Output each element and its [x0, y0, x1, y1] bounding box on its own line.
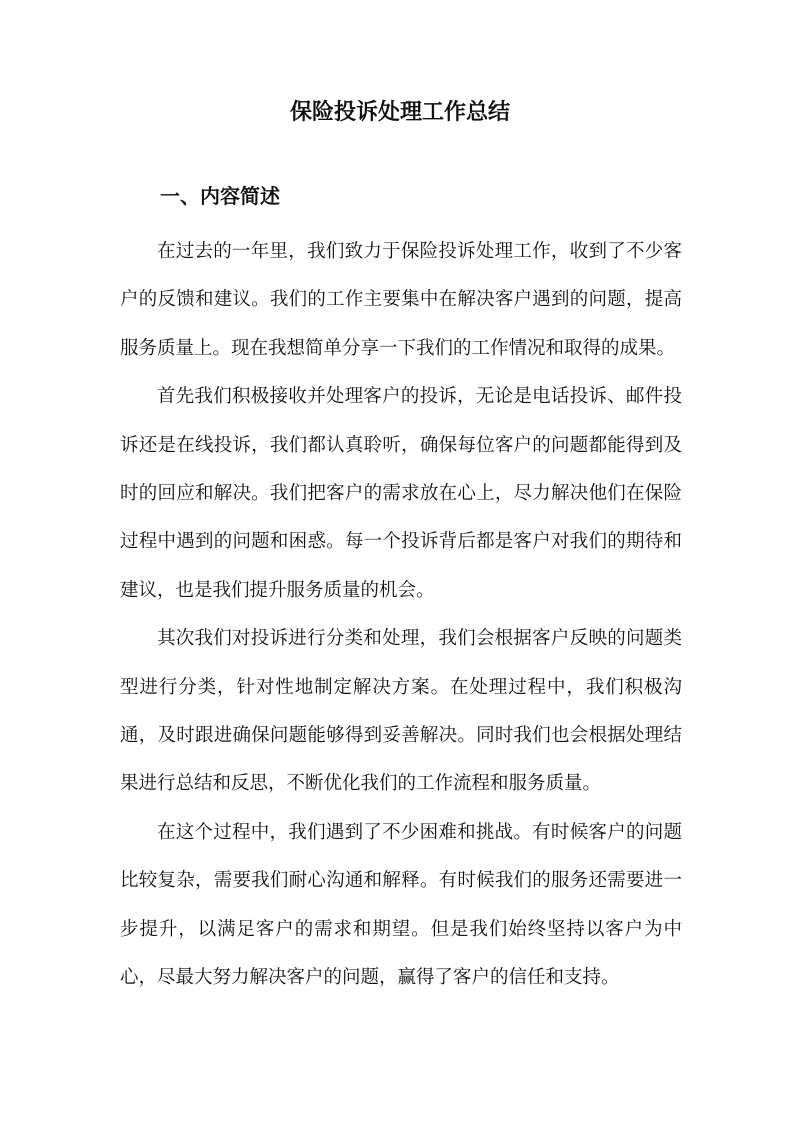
paragraph: 在过去的一年里，我们致力于保险投诉处理工作，收到了不少客户的反馈和建议。我们的工作主要集中在解决客户遇到的问题，提高服务质量上。现在我想简单分享一下我们的工作情况和取得的成果。 — [120, 241, 682, 359]
paragraph: 首先我们积极接收并处理客户的投诉，无论是电话投诉、邮件投诉还是在线投诉，我们都认真聆听，确保每位客户的问题都能得到及时的回应和解决。我们把客户的需求放在心上，尽力解决他们在保险过程中遇到的问题和困惑。每一个投诉背后都是客户对我们的期待和建议，也是我们提升服务质量的机会。 — [120, 386, 682, 601]
paragraph: 在这个过程中，我们遇到了不少困难和挑战。有时候客户的问题比较复杂，需要我们耐心沟通和解释。有时候我们的服务还需要进一步提升，以满足客户的需求和期望。但是我们始终坚持以客户为中心，尽最大努力解决客户的问题，赢得了客户的信任和支持。 — [120, 821, 682, 989]
document-body — [120, 228, 682, 1003]
section-heading: 一、内容简述 — [160, 184, 280, 208]
paragraph: 其次我们对投诉进行分类和处理，我们会根据客户反映的问题类型进行分类，针对性地制定解决方案。在处理过程中，我们积极沟通，及时跟进确保问题能够得到妥善解决。同时我们也会根据处理结果进行总结和反思，不断优化我们的工作流程和服务质量。 — [120, 628, 682, 795]
document-title: 保险投诉处理工作总结 — [289, 99, 510, 125]
